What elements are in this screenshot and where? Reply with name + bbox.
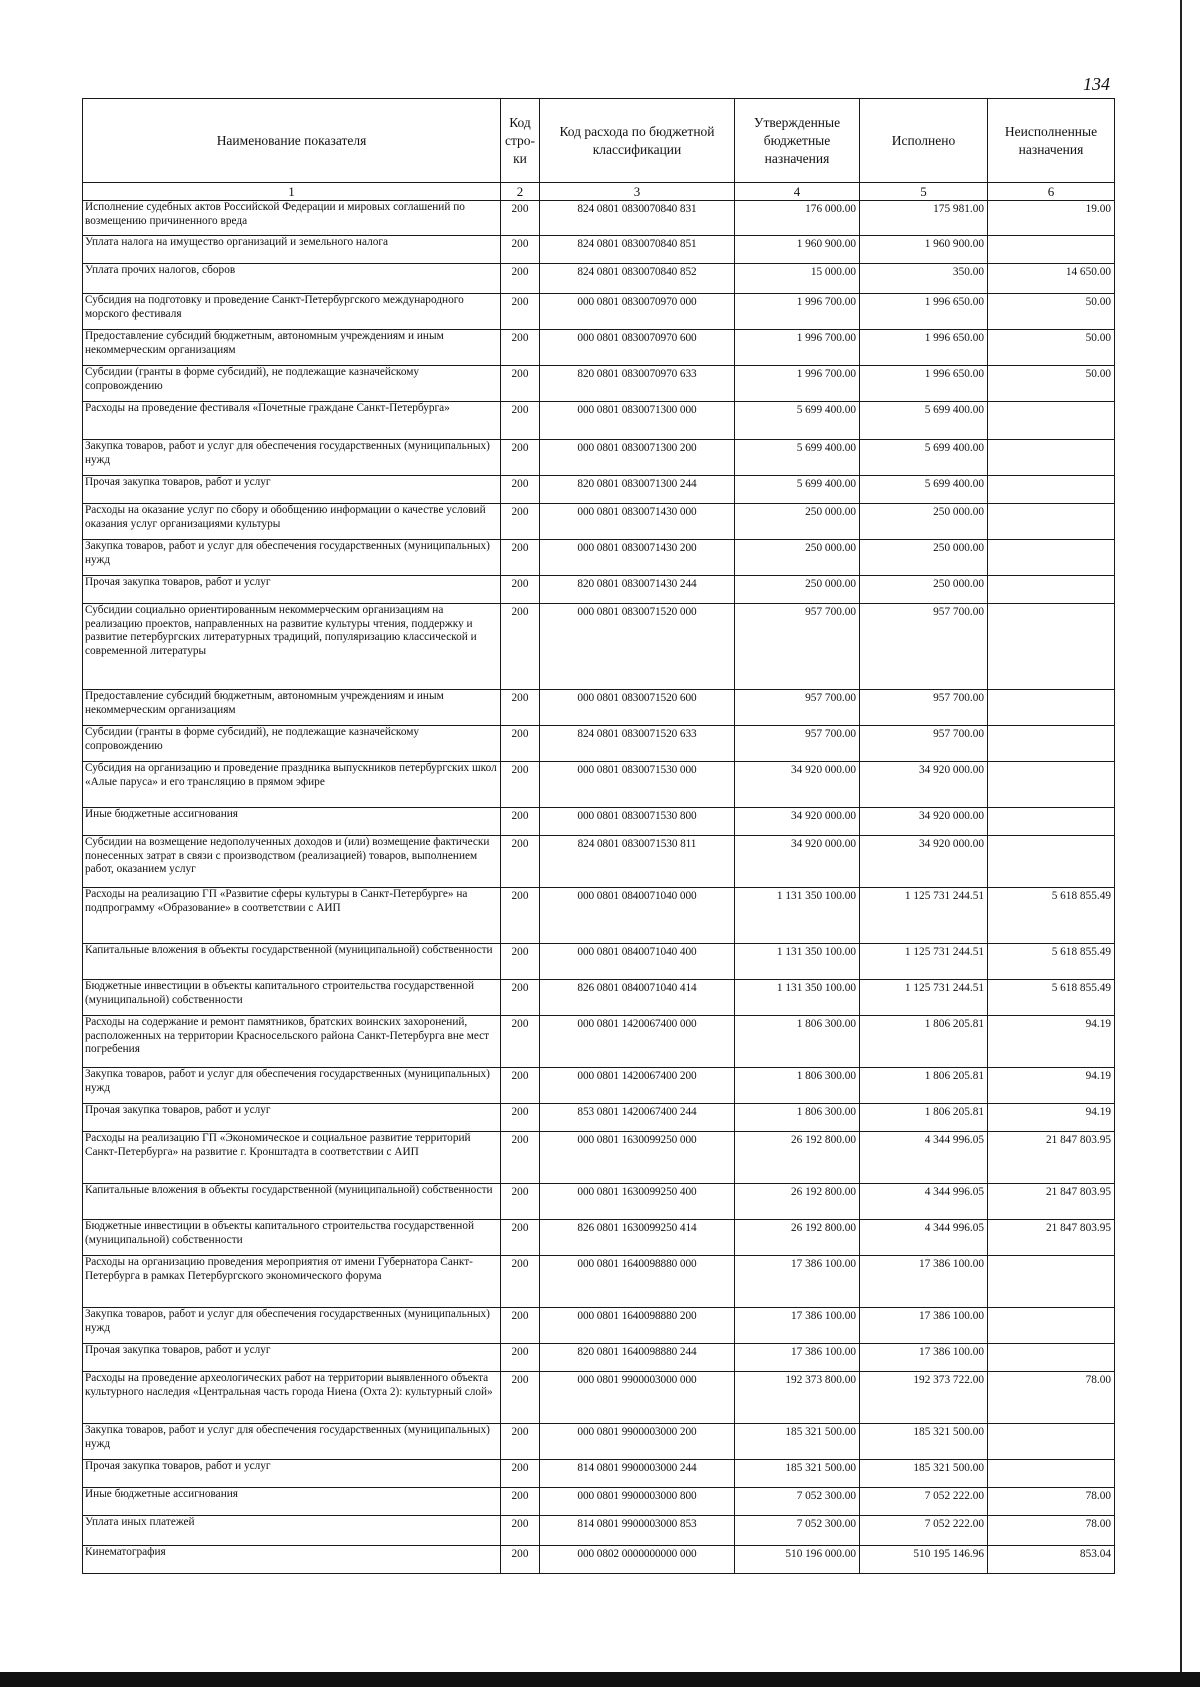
- table-row: [83, 440, 1115, 476]
- row-expense-code: 000 0801 1630099250 400: [540, 1184, 735, 1220]
- row-unexecuted-amount: [988, 1344, 1115, 1372]
- row-expense-code: 820 0801 0830070970 633: [540, 366, 735, 402]
- row-name: Уплата прочих налогов, сборов: [83, 264, 501, 294]
- row-expense-code: 820 0801 0830071300 244: [540, 476, 735, 504]
- row-approved-amount: 1 131 350 100.00: [735, 944, 860, 980]
- row-executed-amount: 1 125 731 244.51: [860, 944, 988, 980]
- row-executed-amount: 185 321 500.00: [860, 1460, 988, 1488]
- row-executed-amount: 957 700.00: [860, 726, 988, 762]
- row-approved-amount: 192 373 800.00: [735, 1372, 860, 1424]
- header-unexecuted: Неисполненные назначения: [988, 99, 1115, 183]
- row-approved-amount: 250 000.00: [735, 504, 860, 540]
- table-row: [83, 236, 1115, 264]
- row-line-code: 200: [501, 604, 540, 690]
- row-name: Расходы на проведение фестиваля «Почетные граждане Санкт-Петербурга»: [83, 402, 501, 440]
- row-line-code: 200: [501, 504, 540, 540]
- row-expense-code: 000 0801 1640098880 200: [540, 1308, 735, 1344]
- row-expense-code: 000 0801 0830071430 000: [540, 504, 735, 540]
- row-unexecuted-amount: 5 618 855.49: [988, 980, 1115, 1016]
- row-name: Уплата иных платежей: [83, 1516, 501, 1546]
- column-number: 6: [988, 183, 1115, 201]
- table-row: [83, 476, 1115, 504]
- row-approved-amount: 185 321 500.00: [735, 1424, 860, 1460]
- row-approved-amount: 1 131 350 100.00: [735, 980, 860, 1016]
- row-unexecuted-amount: [988, 576, 1115, 604]
- row-line-code: 200: [501, 1460, 540, 1488]
- row-executed-amount: 250 000.00: [860, 504, 988, 540]
- row-executed-amount: 250 000.00: [860, 576, 988, 604]
- scan-edge-line: [1180, 0, 1182, 1672]
- row-executed-amount: 5 699 400.00: [860, 440, 988, 476]
- row-executed-amount: 4 344 996.05: [860, 1220, 988, 1256]
- row-executed-amount: 1 996 650.00: [860, 294, 988, 330]
- row-line-code: 200: [501, 476, 540, 504]
- row-expense-code: 000 0801 0840071040 000: [540, 888, 735, 944]
- row-expense-code: 824 0801 0830070840 852: [540, 264, 735, 294]
- row-line-code: 200: [501, 1068, 540, 1104]
- row-expense-code: 826 0801 0840071040 414: [540, 980, 735, 1016]
- row-executed-amount: 1 960 900.00: [860, 236, 988, 264]
- header-row: [83, 99, 1115, 183]
- row-executed-amount: 34 920 000.00: [860, 808, 988, 836]
- row-name: Расходы на организацию проведения мероприятия от имени Губернатора Санкт-Петербурга в рамках Петербургского экономического форума: [83, 1256, 501, 1308]
- row-line-code: 200: [501, 836, 540, 888]
- row-expense-code: 824 0801 0830071520 633: [540, 726, 735, 762]
- row-name: Субсидии (гранты в форме субсидий), не подлежащие казначейскому сопровождению: [83, 366, 501, 402]
- row-unexecuted-amount: 94.19: [988, 1104, 1115, 1132]
- row-name: Субсидии на возмещение недополученных доходов и (или) возмещение фактически понесенных затрат в связи с производством (реализацией) товаров, выполнением работ, оказанием услуг: [83, 836, 501, 888]
- row-expense-code: 824 0801 0830070840 831: [540, 201, 735, 236]
- row-expense-code: 814 0801 9900003000 244: [540, 1460, 735, 1488]
- row-approved-amount: 17 386 100.00: [735, 1308, 860, 1344]
- row-executed-amount: 1 806 205.81: [860, 1068, 988, 1104]
- row-unexecuted-amount: 78.00: [988, 1516, 1115, 1546]
- row-line-code: 200: [501, 1516, 540, 1546]
- row-name: Предоставление субсидий бюджетным, автономным учреждениям и иным некоммерческим организациям: [83, 330, 501, 366]
- scan-bottom-band: [0, 1672, 1200, 1687]
- row-name: Исполнение судебных актов Российской Федерации и мировых соглашений по возмещению причиненного вреда: [83, 201, 501, 236]
- row-approved-amount: 34 920 000.00: [735, 762, 860, 808]
- row-line-code: 200: [501, 726, 540, 762]
- row-expense-code: 000 0801 0830071520 600: [540, 690, 735, 726]
- row-name: Прочая закупка товаров, работ и услуг: [83, 1344, 501, 1372]
- row-unexecuted-amount: [988, 1256, 1115, 1308]
- row-unexecuted-amount: [988, 1424, 1115, 1460]
- row-executed-amount: 34 920 000.00: [860, 836, 988, 888]
- row-expense-code: 853 0801 1420067400 244: [540, 1104, 735, 1132]
- row-line-code: 200: [501, 980, 540, 1016]
- row-line-code: 200: [501, 330, 540, 366]
- row-line-code: 200: [501, 888, 540, 944]
- row-name: Иные бюджетные ассигнования: [83, 808, 501, 836]
- row-expense-code: 000 0801 0830071430 200: [540, 540, 735, 576]
- row-line-code: 200: [501, 944, 540, 980]
- row-name: Расходы на реализацию ГП «Экономическое и социальное развитие территорий Санкт-Петербурга» на развитие г. Кронштадта в соответствии с АИП: [83, 1132, 501, 1184]
- row-name: Уплата налога на имущество организаций и земельного налога: [83, 236, 501, 264]
- row-line-code: 200: [501, 1488, 540, 1516]
- row-expense-code: 826 0801 1630099250 414: [540, 1220, 735, 1256]
- table-row: [83, 1068, 1115, 1104]
- row-executed-amount: 1 125 731 244.51: [860, 980, 988, 1016]
- row-executed-amount: 5 699 400.00: [860, 402, 988, 440]
- row-name: Бюджетные инвестиции в объекты капитального строительства государственной (муниципальной) собственности: [83, 980, 501, 1016]
- row-name: Прочая закупка товаров, работ и услуг: [83, 1104, 501, 1132]
- row-expense-code: 000 0801 0830071530 000: [540, 762, 735, 808]
- table-row: [83, 540, 1115, 576]
- row-approved-amount: 1 806 300.00: [735, 1016, 860, 1068]
- row-executed-amount: 957 700.00: [860, 604, 988, 690]
- row-unexecuted-amount: [988, 808, 1115, 836]
- row-approved-amount: 176 000.00: [735, 201, 860, 236]
- row-approved-amount: 26 192 800.00: [735, 1132, 860, 1184]
- row-unexecuted-amount: [988, 762, 1115, 808]
- table-row: [83, 762, 1115, 808]
- table-row: [83, 1132, 1115, 1184]
- row-executed-amount: 1 125 731 244.51: [860, 888, 988, 944]
- table-row: [83, 836, 1115, 888]
- page-number: 134: [1083, 74, 1110, 94]
- row-name: Капитальные вложения в объекты государственной (муниципальной) собственности: [83, 944, 501, 980]
- table-row: [83, 504, 1115, 540]
- row-expense-code: 820 0801 0830071430 244: [540, 576, 735, 604]
- row-line-code: 200: [501, 236, 540, 264]
- row-line-code: 200: [501, 1424, 540, 1460]
- row-unexecuted-amount: [988, 236, 1115, 264]
- row-executed-amount: 192 373 722.00: [860, 1372, 988, 1424]
- row-approved-amount: 957 700.00: [735, 690, 860, 726]
- row-line-code: 200: [501, 440, 540, 476]
- row-name: Закупка товаров, работ и услуг для обеспечения государственных (муниципальных) нужд: [83, 1308, 501, 1344]
- table-row: [83, 201, 1115, 236]
- row-name: Закупка товаров, работ и услуг для обеспечения государственных (муниципальных) нужд: [83, 540, 501, 576]
- row-approved-amount: 5 699 400.00: [735, 440, 860, 476]
- row-unexecuted-amount: 94.19: [988, 1016, 1115, 1068]
- row-executed-amount: 7 052 222.00: [860, 1488, 988, 1516]
- row-executed-amount: 7 052 222.00: [860, 1516, 988, 1546]
- table-row: [83, 944, 1115, 980]
- row-executed-amount: 510 195 146.96: [860, 1546, 988, 1574]
- row-executed-amount: 17 386 100.00: [860, 1256, 988, 1308]
- row-unexecuted-amount: [988, 440, 1115, 476]
- column-number: 4: [735, 183, 860, 201]
- row-approved-amount: 26 192 800.00: [735, 1184, 860, 1220]
- row-approved-amount: 5 699 400.00: [735, 402, 860, 440]
- row-line-code: 200: [501, 540, 540, 576]
- row-approved-amount: 957 700.00: [735, 726, 860, 762]
- row-unexecuted-amount: 21 847 803.95: [988, 1220, 1115, 1256]
- table-row: [83, 576, 1115, 604]
- row-executed-amount: 1 996 650.00: [860, 366, 988, 402]
- row-executed-amount: 17 386 100.00: [860, 1344, 988, 1372]
- table-row: [83, 980, 1115, 1016]
- row-name: Бюджетные инвестиции в объекты капитального строительства государственной (муниципальной) собственности: [83, 1220, 501, 1256]
- row-unexecuted-amount: [988, 1460, 1115, 1488]
- budget-execution-table: [82, 98, 1115, 1574]
- row-executed-amount: 350.00: [860, 264, 988, 294]
- row-unexecuted-amount: 853.04: [988, 1546, 1115, 1574]
- row-unexecuted-amount: [988, 690, 1115, 726]
- row-unexecuted-amount: [988, 540, 1115, 576]
- column-number: 3: [540, 183, 735, 201]
- row-expense-code: 814 0801 9900003000 853: [540, 1516, 735, 1546]
- row-line-code: 200: [501, 1184, 540, 1220]
- row-name: Субсидия на организацию и проведение праздника выпускников петербургских школ «Алые паруса» и его трансляцию в прямом эфире: [83, 762, 501, 808]
- table-row: [83, 1372, 1115, 1424]
- row-name: Прочая закупка товаров, работ и услуг: [83, 1460, 501, 1488]
- row-approved-amount: 1 996 700.00: [735, 294, 860, 330]
- row-line-code: 200: [501, 1104, 540, 1132]
- row-name: Закупка товаров, работ и услуг для обеспечения государственных (муниципальных) нужд: [83, 1424, 501, 1460]
- table-row: [83, 294, 1115, 330]
- header-line-code: Код стро-ки: [501, 99, 540, 183]
- row-name: Прочая закупка товаров, работ и услуг: [83, 576, 501, 604]
- row-approved-amount: 1 806 300.00: [735, 1068, 860, 1104]
- row-name: Закупка товаров, работ и услуг для обеспечения государственных (муниципальных) нужд: [83, 1068, 501, 1104]
- row-expense-code: 000 0801 9900003000 000: [540, 1372, 735, 1424]
- row-approved-amount: 17 386 100.00: [735, 1344, 860, 1372]
- row-expense-code: 000 0801 0830070970 600: [540, 330, 735, 366]
- row-executed-amount: 4 344 996.05: [860, 1132, 988, 1184]
- table-row: [83, 1184, 1115, 1220]
- table-row: [83, 726, 1115, 762]
- row-unexecuted-amount: 78.00: [988, 1488, 1115, 1516]
- row-approved-amount: 34 920 000.00: [735, 836, 860, 888]
- row-executed-amount: 957 700.00: [860, 690, 988, 726]
- row-expense-code: 000 0801 1630099250 000: [540, 1132, 735, 1184]
- row-expense-code: 000 0801 0830071520 000: [540, 604, 735, 690]
- column-number: 1: [83, 183, 501, 201]
- row-unexecuted-amount: [988, 402, 1115, 440]
- row-expense-code: 000 0801 1640098880 000: [540, 1256, 735, 1308]
- row-executed-amount: 5 699 400.00: [860, 476, 988, 504]
- row-line-code: 200: [501, 1308, 540, 1344]
- column-number: 2: [501, 183, 540, 201]
- row-approved-amount: 5 699 400.00: [735, 476, 860, 504]
- table-row: [83, 1256, 1115, 1308]
- row-approved-amount: 250 000.00: [735, 576, 860, 604]
- row-line-code: 200: [501, 294, 540, 330]
- row-expense-code: 000 0801 0840071040 400: [540, 944, 735, 980]
- row-expense-code: 000 0801 0830070970 000: [540, 294, 735, 330]
- column-number: 5: [860, 183, 988, 201]
- row-line-code: 200: [501, 1372, 540, 1424]
- row-name: Прочая закупка товаров, работ и услуг: [83, 476, 501, 504]
- row-approved-amount: 17 386 100.00: [735, 1256, 860, 1308]
- row-line-code: 200: [501, 690, 540, 726]
- row-name: Расходы на оказание услуг по сбору и обобщению информации о качестве условий оказания услуг организациями культуры: [83, 504, 501, 540]
- row-executed-amount: 4 344 996.05: [860, 1184, 988, 1220]
- row-unexecuted-amount: 50.00: [988, 294, 1115, 330]
- table-row: [83, 366, 1115, 402]
- table-row: [83, 1016, 1115, 1068]
- row-expense-code: 000 0801 9900003000 200: [540, 1424, 735, 1460]
- row-unexecuted-amount: [988, 504, 1115, 540]
- row-executed-amount: 185 321 500.00: [860, 1424, 988, 1460]
- row-line-code: 200: [501, 264, 540, 294]
- row-unexecuted-amount: 21 847 803.95: [988, 1132, 1115, 1184]
- row-unexecuted-amount: 94.19: [988, 1068, 1115, 1104]
- row-expense-code: 824 0801 0830071530 811: [540, 836, 735, 888]
- table-row: [83, 264, 1115, 294]
- row-approved-amount: 7 052 300.00: [735, 1488, 860, 1516]
- row-approved-amount: 1 996 700.00: [735, 366, 860, 402]
- table-row: [83, 1546, 1115, 1574]
- row-unexecuted-amount: 78.00: [988, 1372, 1115, 1424]
- row-expense-code: 000 0802 0000000000 000: [540, 1546, 735, 1574]
- header-expense-code: Код расхода по бюджетной классификации: [540, 99, 735, 183]
- table-body: [83, 201, 1115, 1574]
- table-row: [83, 604, 1115, 690]
- row-name: Предоставление субсидий бюджетным, автономным учреждениям и иным некоммерческим организациям: [83, 690, 501, 726]
- row-executed-amount: 175 981.00: [860, 201, 988, 236]
- row-unexecuted-amount: [988, 836, 1115, 888]
- row-unexecuted-amount: 50.00: [988, 330, 1115, 366]
- row-approved-amount: 1 996 700.00: [735, 330, 860, 366]
- row-unexecuted-amount: 14 650.00: [988, 264, 1115, 294]
- row-name: Кинематография: [83, 1546, 501, 1574]
- row-unexecuted-amount: 19.00: [988, 201, 1115, 236]
- row-executed-amount: 34 920 000.00: [860, 762, 988, 808]
- row-executed-amount: 17 386 100.00: [860, 1308, 988, 1344]
- table-row: [83, 1424, 1115, 1460]
- row-line-code: 200: [501, 1256, 540, 1308]
- table-row: [83, 1104, 1115, 1132]
- row-name: Субсидия на подготовку и проведение Санкт-Петербургского международного морского фестиваля: [83, 294, 501, 330]
- row-executed-amount: 1 996 650.00: [860, 330, 988, 366]
- row-line-code: 200: [501, 1220, 540, 1256]
- row-name: Закупка товаров, работ и услуг для обеспечения государственных (муниципальных) нужд: [83, 440, 501, 476]
- row-expense-code: 824 0801 0830070840 851: [540, 236, 735, 264]
- row-unexecuted-amount: 21 847 803.95: [988, 1184, 1115, 1220]
- row-executed-amount: 1 806 205.81: [860, 1016, 988, 1068]
- row-line-code: 200: [501, 1546, 540, 1574]
- row-unexecuted-amount: [988, 604, 1115, 690]
- row-expense-code: 820 0801 1640098880 244: [540, 1344, 735, 1372]
- row-approved-amount: 957 700.00: [735, 604, 860, 690]
- row-name: Иные бюджетные ассигнования: [83, 1488, 501, 1516]
- row-unexecuted-amount: [988, 1308, 1115, 1344]
- table-row: [83, 1460, 1115, 1488]
- table-row: [83, 1308, 1115, 1344]
- row-name: Капитальные вложения в объекты государственной (муниципальной) собственности: [83, 1184, 501, 1220]
- row-line-code: 200: [501, 1016, 540, 1068]
- row-name: Расходы на реализацию ГП «Развитие сферы культуры в Санкт-Петербурге» на подпрограмму «Образование» в соответствии с АИП: [83, 888, 501, 944]
- header-executed: Исполнено: [860, 99, 988, 183]
- row-line-code: 200: [501, 762, 540, 808]
- table-row: [83, 1344, 1115, 1372]
- table-row: [83, 888, 1115, 944]
- row-approved-amount: 15 000.00: [735, 264, 860, 294]
- row-line-code: 200: [501, 576, 540, 604]
- column-number-row: [83, 183, 1115, 201]
- row-approved-amount: 7 052 300.00: [735, 1516, 860, 1546]
- row-line-code: 200: [501, 201, 540, 236]
- row-approved-amount: 510 196 000.00: [735, 1546, 860, 1574]
- table-row: [83, 1488, 1115, 1516]
- table-row: [83, 690, 1115, 726]
- row-line-code: 200: [501, 402, 540, 440]
- row-approved-amount: 34 920 000.00: [735, 808, 860, 836]
- row-expense-code: 000 0801 1420067400 000: [540, 1016, 735, 1068]
- row-line-code: 200: [501, 1344, 540, 1372]
- table-row: [83, 402, 1115, 440]
- row-approved-amount: 185 321 500.00: [735, 1460, 860, 1488]
- row-name: Расходы на содержание и ремонт памятников, братских воинских захоронений, расположенных на территории Красносельского района Санкт-Петербурга вне мест погребения: [83, 1016, 501, 1068]
- row-expense-code: 000 0801 0830071300 200: [540, 440, 735, 476]
- row-name: Расходы на проведение археологических работ на территории выявленного объекта культурного наследия «Центральная часть города Ниена (Охта 2): культурный слой»: [83, 1372, 501, 1424]
- row-approved-amount: 250 000.00: [735, 540, 860, 576]
- row-approved-amount: 26 192 800.00: [735, 1220, 860, 1256]
- row-expense-code: 000 0801 0830071300 000: [540, 402, 735, 440]
- row-approved-amount: 1 131 350 100.00: [735, 888, 860, 944]
- table-row: [83, 1220, 1115, 1256]
- table-row: [83, 1516, 1115, 1546]
- row-name: Субсидии (гранты в форме субсидий), не подлежащие казначейскому сопровождению: [83, 726, 501, 762]
- table-row: [83, 808, 1115, 836]
- row-unexecuted-amount: 50.00: [988, 366, 1115, 402]
- row-line-code: 200: [501, 1132, 540, 1184]
- row-executed-amount: 250 000.00: [860, 540, 988, 576]
- row-unexecuted-amount: 5 618 855.49: [988, 944, 1115, 980]
- table-row: [83, 330, 1115, 366]
- row-unexecuted-amount: [988, 476, 1115, 504]
- row-expense-code: 000 0801 1420067400 200: [540, 1068, 735, 1104]
- row-expense-code: 000 0801 9900003000 800: [540, 1488, 735, 1516]
- row-line-code: 200: [501, 366, 540, 402]
- row-expense-code: 000 0801 0830071530 800: [540, 808, 735, 836]
- row-name: Субсидии социально ориентированным некоммерческим организациям на реализацию проектов, направленных на развитие культуры чтения, поддержку и развитие петербургских литературных традиций, популяризацию классической и современной литературы: [83, 604, 501, 690]
- row-unexecuted-amount: 5 618 855.49: [988, 888, 1115, 944]
- row-approved-amount: 1 960 900.00: [735, 236, 860, 264]
- header-approved: Утвержденные бюджетные назначения: [735, 99, 860, 183]
- row-line-code: 200: [501, 808, 540, 836]
- row-unexecuted-amount: [988, 726, 1115, 762]
- header-name: Наименование показателя: [83, 99, 501, 183]
- row-executed-amount: 1 806 205.81: [860, 1104, 988, 1132]
- row-approved-amount: 1 806 300.00: [735, 1104, 860, 1132]
